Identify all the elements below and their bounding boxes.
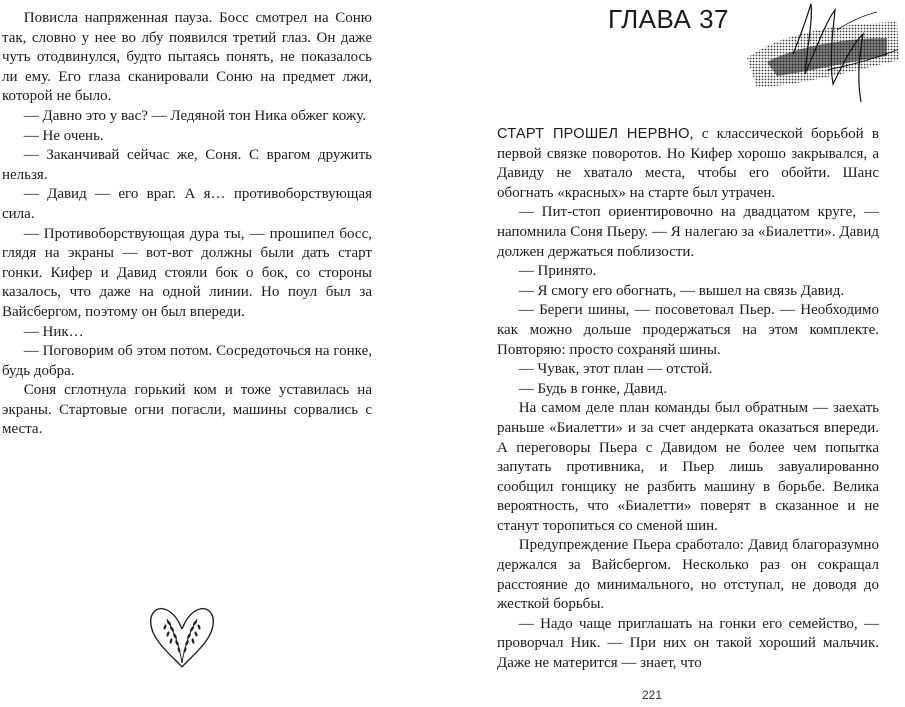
page-number: 221 <box>642 688 663 702</box>
paragraph: — Я смогу его обогнать, — вышел на связь Давид. <box>518 282 845 299</box>
paragraph: Соня сглотнула горький ком и тоже уставилась на экраны. Стартовые огни погасли, машины сорвались с места. <box>2 382 372 438</box>
paragraph: — Береги шины, — посоветовал Пьер. — Необходимо как можно дольше продержаться на этом комплекте. Повторяю: просто сохраняй шины. <box>497 302 879 358</box>
right-page <box>452 0 905 707</box>
wheat-heart-icon <box>147 601 217 671</box>
paragraph: — Поговорим об этом потом. Сосредоточься на гонке, будь добра. <box>2 343 372 379</box>
paragraph: — Заканчивай сейчас же, Соня. С врагом дружить нельзя. <box>2 147 372 183</box>
paragraph: Предупреждение Пьера сработало: Давид благоразумно держался за Вайсбергом. Несколько раз он сокращал расстояние до минимального, но отступал, не доводя до жесткой борьбы. <box>497 537 879 613</box>
right-page-text <box>497 125 879 674</box>
left-page <box>0 0 452 707</box>
paragraph: Повисла напряженная пауза. Босс смотрел на Соню так, словно у нее во лбу появился третий глаз. Он даже чуть отодвинулся, будто пытаясь понять, не показалось ли ему. Его глаза сканировали Соню на предмет лжи, которой не было. <box>2 10 372 105</box>
paragraph: — Ник… <box>23 323 84 340</box>
paragraph <box>497 125 879 203</box>
paragraph: — Пит-стоп ориентировочно на двадцатом круге, — напомнила Соня Пьеру. — Я налегаю за «Биалетти». Давид должен держаться поблизости. <box>497 204 879 260</box>
paragraph: На самом деле план команды был обратным — заехать раньше «Биалетти» и за счет андерката оказаться впереди. А переговоры Пьера с Давидом не более чем попытка запутать противника, и Пьер лишь завуалированно сообщил гонщику не разбить машину в борьбе. Велика вероятность, что «Биалетти» поверят в сказанное и не станут торопиться со сменой шин. <box>497 400 879 534</box>
paragraph: — Принято. <box>518 263 597 280</box>
paragraph: — Противоборствующая дура ты, — прошипел босс, глядя на экраны — вот-вот должны были дать старт гонки. Кифер и Давид стояли бок о бок, со стороны казалось, что даже на одной линии. Но поул был за Вайсбергом, поэтому он был впереди. <box>2 225 372 320</box>
lead-caps: СТАРТ ПРОШЕЛ НЕРВНО <box>497 126 690 142</box>
paragraph-rest: , с классической борьбой в первой связке поворотов. Но Кифер хорошо закрывался, а Давиду не хватало места, чтобы его обойти. Шанс обогнать «красных» на старте был утрачен. <box>497 126 879 201</box>
paragraph: — Будь в гонке, Давид. <box>518 380 668 397</box>
paragraph: — Чувак, этот план — отстой. <box>518 361 713 378</box>
paragraph: — Не очень. <box>23 127 104 144</box>
paragraph: — Давно это у вас? — Ледяной тон Ника обжег кожу. <box>23 107 366 124</box>
left-page-text <box>2 9 372 440</box>
paragraph: — Надо чаще приглашать на гонки его семейство, — проворчал Ник. — При них он такой хороший мальчик. Даже не матерится — знает, что <box>497 615 879 672</box>
paragraph: — Давид — его враг. А я… противоборствующая сила. <box>2 186 372 222</box>
chapter-title: ГЛАВА 37 <box>608 4 729 34</box>
scribble-ornament-icon <box>737 0 905 115</box>
